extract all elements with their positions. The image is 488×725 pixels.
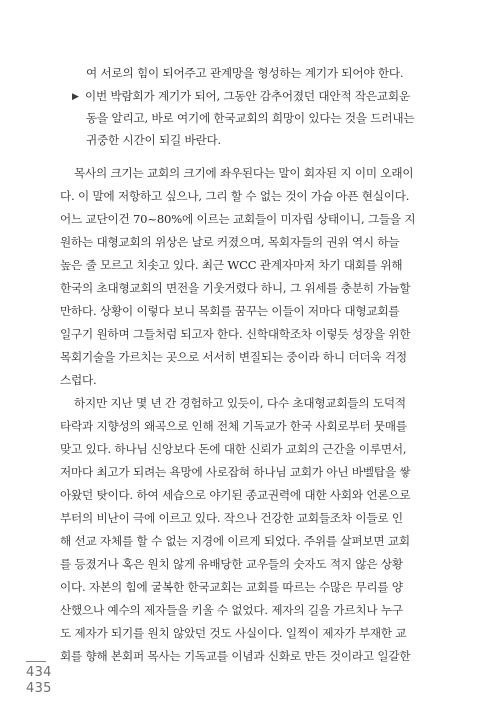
text-line: 귀중한 시간이 되길 바란다. — [86, 133, 221, 147]
page-number-left: 434 — [26, 665, 52, 680]
text-line: 아왔던 탓이다. 하여 세습으로 야기된 종교권력에 대한 사회와 언론으로 — [60, 488, 411, 502]
text-line: 목회기술을 가르치는 곳으로 서서히 변질되는 중이라 하니 더더욱 걱정 — [60, 350, 407, 364]
text-line: 맞고 있다. 하나님 신앙보다 돈에 대한 신뢰가 교회의 근간을 이루면서, — [60, 442, 407, 456]
page-number-right: 435 — [26, 681, 52, 696]
text-line: 이번 박람회가 계기가 되어, 그동안 감추어졌던 대안적 작은교회운 — [85, 89, 410, 103]
text-line: 스럽다. — [60, 373, 97, 387]
text-line: 저마다 최고가 되려는 욕망에 사로잡혀 하나님 교회가 아닌 바벨탑을 쌓 — [60, 465, 411, 479]
text-line: 한국의 초대형교회의 면전을 기웃거렸다 하니, 그 위세를 충분히 가늠할 — [60, 281, 411, 295]
text-line: 다. 이 말에 저항하고 싶으나, 그리 할 수 없는 것이 가슴 아픈 현실이다. — [60, 189, 410, 203]
text-line: 회를 향해 본회퍼 목사는 기독교를 이념과 신화로 만든 것이라고 일갈한 — [60, 649, 411, 663]
text-line: 이다. 자본의 힘에 굴복한 한국교회는 교회를 따르는 수많은 무리를 양 — [60, 580, 403, 594]
text-line: 동을 알리고, 바로 여기에 한국교회의 희망이 있다는 것을 드러내는 — [86, 111, 415, 125]
folio-divider — [26, 661, 46, 662]
paragraph-first-line: 하지만 지난 몇 년 간 경험하고 있듯이, 다수 초대형교회들의 도덕적 — [74, 396, 406, 410]
text-line: 높은 줄 모르고 치솟고 있다. 최근 WCC 관계자마저 차기 대회를 위해 — [60, 258, 403, 272]
text-line: 원하는 대형교회의 위상은 날로 커졌으며, 목회자들의 권위 역시 하늘 — [60, 235, 400, 249]
text-line: 만하다. 상황이 이렇다 보니 목회를 꿈꾸는 이들이 저마다 대형교회를 — [60, 304, 400, 318]
text-line: 일구기 원하며 그들처럼 되고자 한다. 신학대학조차 이렇듯 성장을 위한 — [60, 327, 411, 341]
paragraph-first-line: 목사의 크기는 교회의 크기에 좌우된다는 말이 회자된 지 이미 오래이 — [74, 166, 414, 180]
text-line: 여 서로의 힘이 되어주고 관계망을 형성하는 계기가 되어야 한다. — [86, 66, 404, 80]
triangle-bullet-icon: ▶ — [72, 92, 79, 102]
bullet-item — [72, 88, 432, 105]
text-line: 부터의 비난이 극에 이르고 있다. 작으나 건강한 교회들조차 이들로 인 — [60, 511, 403, 525]
text-line: 산했으나 예수의 제자들을 키울 수 없었다. 제자의 길을 가르치나 누구 — [60, 603, 403, 617]
text-line: 해 선교 자체를 할 수 없는 지경에 이르게 되었다. 주위를 살펴보면 교회 — [60, 534, 410, 548]
text-line: 를 등졌거나 혹은 원치 않게 유배당한 교우들의 숫자도 적지 않은 상황 — [60, 557, 403, 571]
text-line: 도 제자가 되기를 원치 않았던 것도 사실이다. 일찍이 제자가 부재한 교 — [60, 626, 407, 640]
text-line: 타락과 지향성의 왜곡으로 인해 전체 기독교가 한국 사회로부터 뭇매를 — [60, 419, 407, 433]
text-line: 어느 교단이건 70~80%에 이르는 교회들이 미자립 상태이니, 그들을 지 — [60, 212, 416, 226]
